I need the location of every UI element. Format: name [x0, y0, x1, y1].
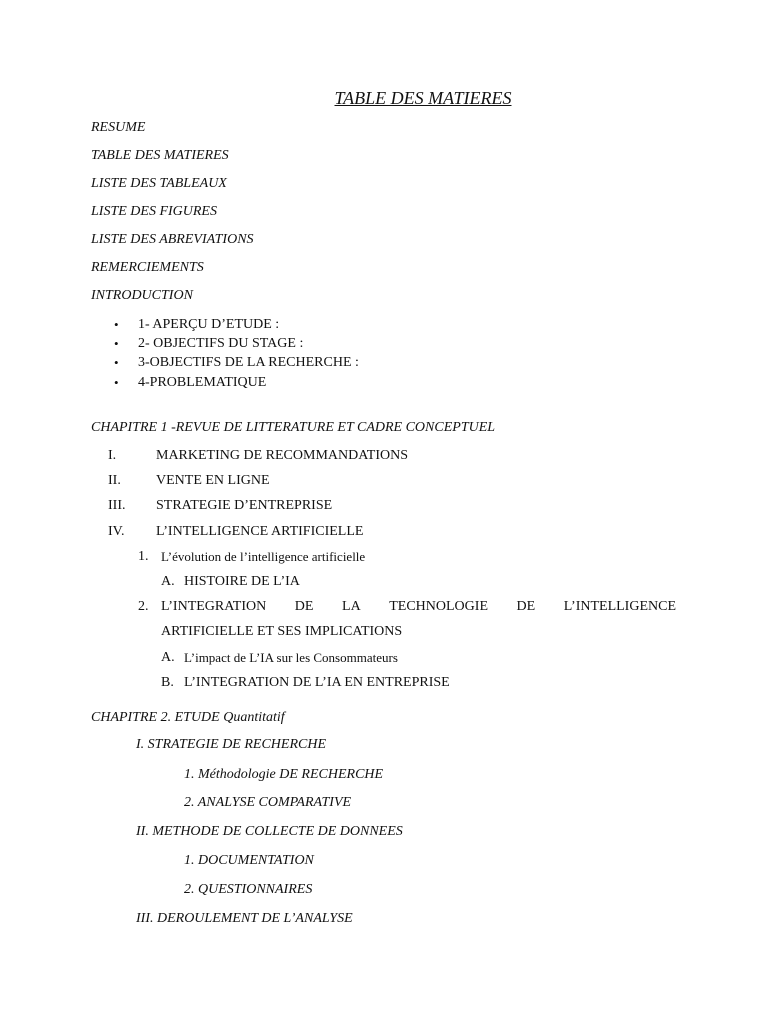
chapter-2-section: I. STRATEGIE DE RECHERCHE: [136, 737, 327, 752]
subsection-number: 1.: [138, 549, 149, 564]
title-word: TECHNOLOGIE: [389, 599, 488, 614]
bullet-icon: •: [114, 317, 119, 332]
subsection-title-line-2: ARTIFICIELLE ET SES IMPLICATIONS: [161, 624, 403, 639]
chapter-2-section: II. METHODE DE COLLECTE DE DONNEES: [136, 824, 403, 839]
subsubsection-letter: B.: [161, 675, 174, 690]
chapter-2-title-main: CHAPITRE 2. ETUDE: [91, 710, 224, 725]
chapter-2-subsection: 1. Méthodologie DE RECHERCHE: [184, 767, 384, 782]
section-title: MARKETING DE RECOMMANDATIONS: [156, 448, 408, 463]
section-title: STRATEGIE D’ENTREPRISE: [156, 498, 333, 513]
title-word: DE: [516, 599, 536, 614]
chapter-2-title-suffix: Quantitatif: [223, 710, 285, 725]
subsection-title: L’évolution de l’intelligence artificielle: [161, 549, 366, 564]
intro-bullet-item: 1- APERÇU D’ETUDE :: [138, 317, 280, 332]
bullet-icon: •: [114, 355, 119, 370]
subsection-number: 2.: [138, 599, 149, 614]
chapter-2-subsection: 2. QUESTIONNAIRES: [184, 882, 313, 897]
chapter-2-subsection: 2. ANALYSE COMPARATIVE: [184, 795, 352, 810]
toc-entry-introduction: INTRODUCTION: [91, 288, 193, 303]
section-number: III.: [108, 498, 126, 513]
section-title: L’INTELLIGENCE ARTIFICIELLE: [156, 524, 364, 539]
section-number: IV.: [108, 524, 125, 539]
toc-entry-liste-des-abreviations: LISTE DES ABREVIATIONS: [91, 232, 254, 247]
subsubsection-letter: A.: [161, 574, 175, 589]
intro-bullet-item: 4-PROBLEMATIQUE: [138, 375, 267, 390]
toc-entry-remerciements: REMERCIEMENTS: [91, 260, 204, 275]
toc-entry-resume: RESUME: [91, 120, 146, 135]
intro-bullet-item: 3-OBJECTIFS DE LA RECHERCHE :: [138, 355, 359, 370]
section-title: VENTE EN LIGNE: [156, 473, 270, 488]
intro-bullet-item: 2- OBJECTIFS DU STAGE :: [138, 336, 304, 351]
chapter-2-title: [91, 710, 285, 726]
title-word: L’INTEGRATION: [161, 599, 267, 614]
title-word: L’INTELLIGENCE: [563, 599, 676, 614]
chapter-2-subsection: 1. DOCUMENTATION: [184, 853, 314, 868]
subsubsection-title: L’impact de L’IA sur les Consommateurs: [184, 650, 398, 665]
page-title: TABLE DES MATIERES: [334, 88, 512, 108]
chapter-2-section: III. DEROULEMENT DE L’ANALYSE: [136, 911, 353, 926]
title-word: DE: [294, 599, 314, 614]
bullet-icon: •: [114, 375, 119, 390]
toc-entry-table-des-matieres: TABLE DES MATIERES: [91, 148, 229, 163]
subsection-title-line-1: [161, 599, 676, 615]
title-word: LA: [342, 599, 361, 614]
toc-entry-liste-des-figures: LISTE DES FIGURES: [91, 204, 217, 219]
bullet-icon: •: [114, 336, 119, 351]
subsubsection-letter: A.: [161, 650, 175, 665]
subsubsection-title: HISTOIRE DE L’IA: [184, 574, 300, 589]
toc-entry-liste-des-tableaux: LISTE DES TABLEAUX: [91, 176, 227, 191]
section-number: I.: [108, 448, 117, 463]
chapter-1-title: CHAPITRE 1 -REVUE DE LITTERATURE ET CADRE CONCEPTUEL: [91, 420, 496, 435]
subsubsection-title: L’INTEGRATION DE L’IA EN ENTREPRISE: [184, 675, 450, 690]
section-number: II.: [108, 473, 121, 488]
